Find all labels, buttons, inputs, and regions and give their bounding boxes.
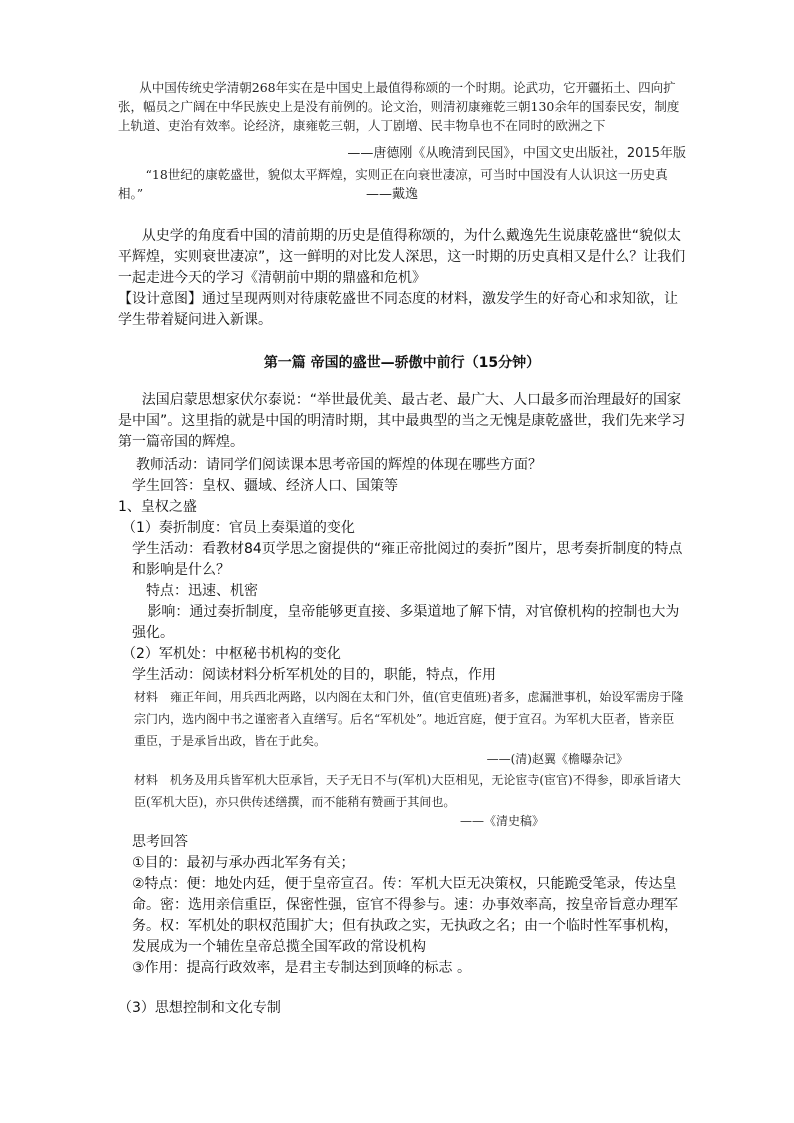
subheading-thought-control: （3）思想控制和文化专制 xyxy=(118,1000,281,1016)
answer-purpose: ①目的：最初与承办西北军务有关； xyxy=(132,855,355,871)
intro-quote-tang: 从中国传统史学清朝268年实在是中国史上最值得称颂的一个时期。论武功，它开疆拓土、四向扩张，幅员之广阔在中华民族史上是没有前例的。论文治，则清初康雍乾三朝130余年的国泰民安，制度上轨道、吏治有效率。论经济，康雍乾三朝，人丁剧增、民丰物阜也不在同时的欧洲之下 xyxy=(118,80,680,133)
voltaire-paragraph: 法国启蒙思想家伏尔泰说：“举世最优美、最古老、最广大、人口最多而治理最好的国家是中国”。这里指的就是中国的明清时期，其中最典型的当之无愧是康乾盛世，我们先来学习第一篇帝国的辉煌。 xyxy=(118,392,686,450)
think-answer-label: 思考回答 xyxy=(132,834,188,850)
intro-paragraph: 从史学的角度看中国的清前期的历史是值得称颂的，为什么戴逸先生说康乾盛世“貌似太平辉煌，实则衰世凄凉”，这一鲜明的对比发人深思，这一时期的历史真相又是什么？让我们一起走进今天的学习《清朝前中期的鼎盛和危机》 xyxy=(118,228,686,286)
intro-quote-daiyi: “18世纪的康乾盛世，貌似太平辉煌，实则正在向衰世凄凉，可当时中国没有人认识这一历史真相。” xyxy=(118,167,668,201)
material-2: 材料 机务及用兵皆军机大臣承旨，天子无日不与(军机)大臣相见，无论宦寺(宦官)不得参，即承旨诸大臣(军机大臣)，亦只供传述缮撰，而不能稍有赞画于其间也。 xyxy=(134,773,681,809)
design-intent: 【设计意图】通过呈现两则对待康乾盛世不同态度的材料，激发学生的好奇心和求知欲，让学生带着疑问进入新课。 xyxy=(118,291,678,328)
teacher-activity: 教师活动：请同学们阅读课本思考帝国的辉煌的体现在哪些方面？ xyxy=(136,457,542,473)
subheading-grand-council: （2）军机处：中枢秘书机构的变化 xyxy=(122,646,341,662)
intro-quote-daiyi-source: ——戴逸 xyxy=(365,187,418,202)
subheading-memorials: （1）奏折制度：官员上奏渠道的变化 xyxy=(122,520,355,536)
material-1: 材料 雍正年间，用兵西北两路，以内阁在太和门外，值(官吏值班)者多，虑漏泄事机，始设军需房于隆宗门内，选内阁中书之谨密者入直缮写。后名“军机处”。地近宫庭，便于宣召。为军机大臣者，皆亲臣重臣，于是承旨出政，皆在于此矣。 xyxy=(134,690,684,748)
answer-role: ③作用：提高行政效率，是君主专制达到顶峰的标志 。 xyxy=(132,960,471,976)
section-heading: 第一篇 帝国的盛世—骄傲中前行（15分钟） xyxy=(263,355,541,371)
item-heading-1: 1、皇权之盛 xyxy=(118,499,197,515)
student-activity-1: 学生活动：看教材84页学思之窗提供的“雍正帝批阅过的奏折”图片，思考奏折制度的特点和影响是什么？ xyxy=(132,541,683,578)
memorial-features: 特点：迅速、机密 xyxy=(146,583,258,599)
answer-features: ②特点：便：地处内廷，便于皇帝宣召。传：军机大臣无决策权，只能跪受笔录，传达皇命。密：选用亲信重臣，保密性强，宦官不得参与。速：办事效率高，按皇帝旨意办理军务。权：军机处的职权范围扩大；但有执政之实，无执政之名；由一个临时性军事机构，发展成为一个辅佐皇帝总揽全国军政的常设机构 xyxy=(132,876,678,955)
memorial-impact: 影响：通过奏折制度，皇帝能够更直接、多渠道地了解下情，对官僚机构的控制也大为强化。 xyxy=(132,604,680,641)
intro-quote-tang-source: ——唐德刚《从晚清到民国》，中国文史出版社，2015年版 xyxy=(347,146,686,161)
material-1-source: ——(清)赵翼《檐曝杂记》 xyxy=(486,752,628,766)
student-answer: 学生回答：皇权、疆域、经济人口、国策等 xyxy=(132,478,398,494)
student-activity-2: 学生活动：阅读材料分析军机处的目的，职能，特点，作用 xyxy=(132,667,496,683)
material-2-source: ——《清史稿》 xyxy=(459,814,544,828)
